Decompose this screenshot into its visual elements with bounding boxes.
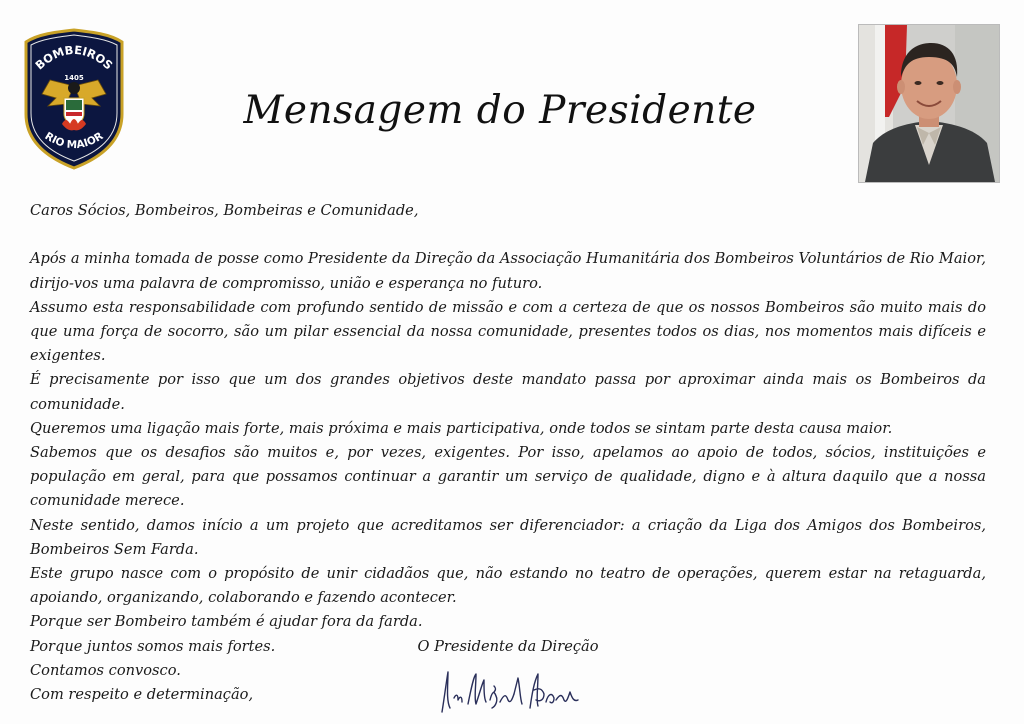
closing-title: O Presidente da Direção [417, 638, 599, 655]
paragraph: Sabemos que os desafios são muitos e, por vezes, exigentes. Por isso, apelamos ao apoio de todos, sócios, instituições e população em geral, para que possamos continuar a garantir um serviço de qualidade, digno e à altura daquilo que a nossa comunidade merece. [30, 444, 986, 510]
paragraph: É precisamente por isso que um dos grandes objetivos deste mandato passa por aproximar ainda mais os Bombeiros da comunidade. [30, 371, 986, 413]
paragraph: Neste sentido, damos início a um projeto que acreditamos ser diferenciador: a criação da Liga dos Amigos dos Bombeiros, Bombeiros Sem Farda. [30, 516, 986, 558]
bombeiros-rio-maior-logo [22, 28, 126, 170]
logo-bottom-text: RIO MAIOR [42, 130, 106, 152]
salutation: Caros Sócios, Bombeiros, Bombeiras e Comunidade, [30, 202, 419, 219]
paragraph: Porque juntos somos mais fortes. [30, 637, 276, 655]
handwritten-signature [434, 664, 584, 718]
page-title: Mensagem do Presidente [243, 88, 757, 133]
president-photo [858, 24, 1000, 183]
paragraph: Assumo esta responsabilidade com profundo sentido de missão e com a certeza de que os nossos Bombeiros são muito mais do que uma força de socorro, são um pilar essencial da nossa comunidade, presentes todos os dias, nos momentos mais difíceis e exigentes. [30, 298, 986, 365]
paragraph: Contamos convosco. [30, 661, 181, 679]
paragraph: Porque ser Bombeiro também é ajudar fora da farda. [30, 613, 423, 631]
letter-body [30, 199, 986, 707]
logo-number: 1405 [64, 74, 84, 82]
paragraph: Este grupo nasce com o propósito de unir cidadãos que, não estando no teatro de operações, querem estar na retaguarda, apoiando, organizando, colaborando e fazendo acontecer. [30, 565, 986, 607]
paragraph: Queremos uma ligação mais forte, mais próxima e mais participativa, onde todos se sintam parte desta causa maior. [30, 419, 893, 437]
paragraph: Após a minha tomada de posse como Presidente da Direção da Associação Humanitária dos Bombeiros Voluntários de Rio Maior, dirijo-vos uma palavra de compromisso, união e esperança no futuro. [30, 250, 986, 292]
paragraph: Com respeito e determinação, [30, 686, 254, 704]
logo-top-text: BOMBEIROS [32, 42, 116, 73]
